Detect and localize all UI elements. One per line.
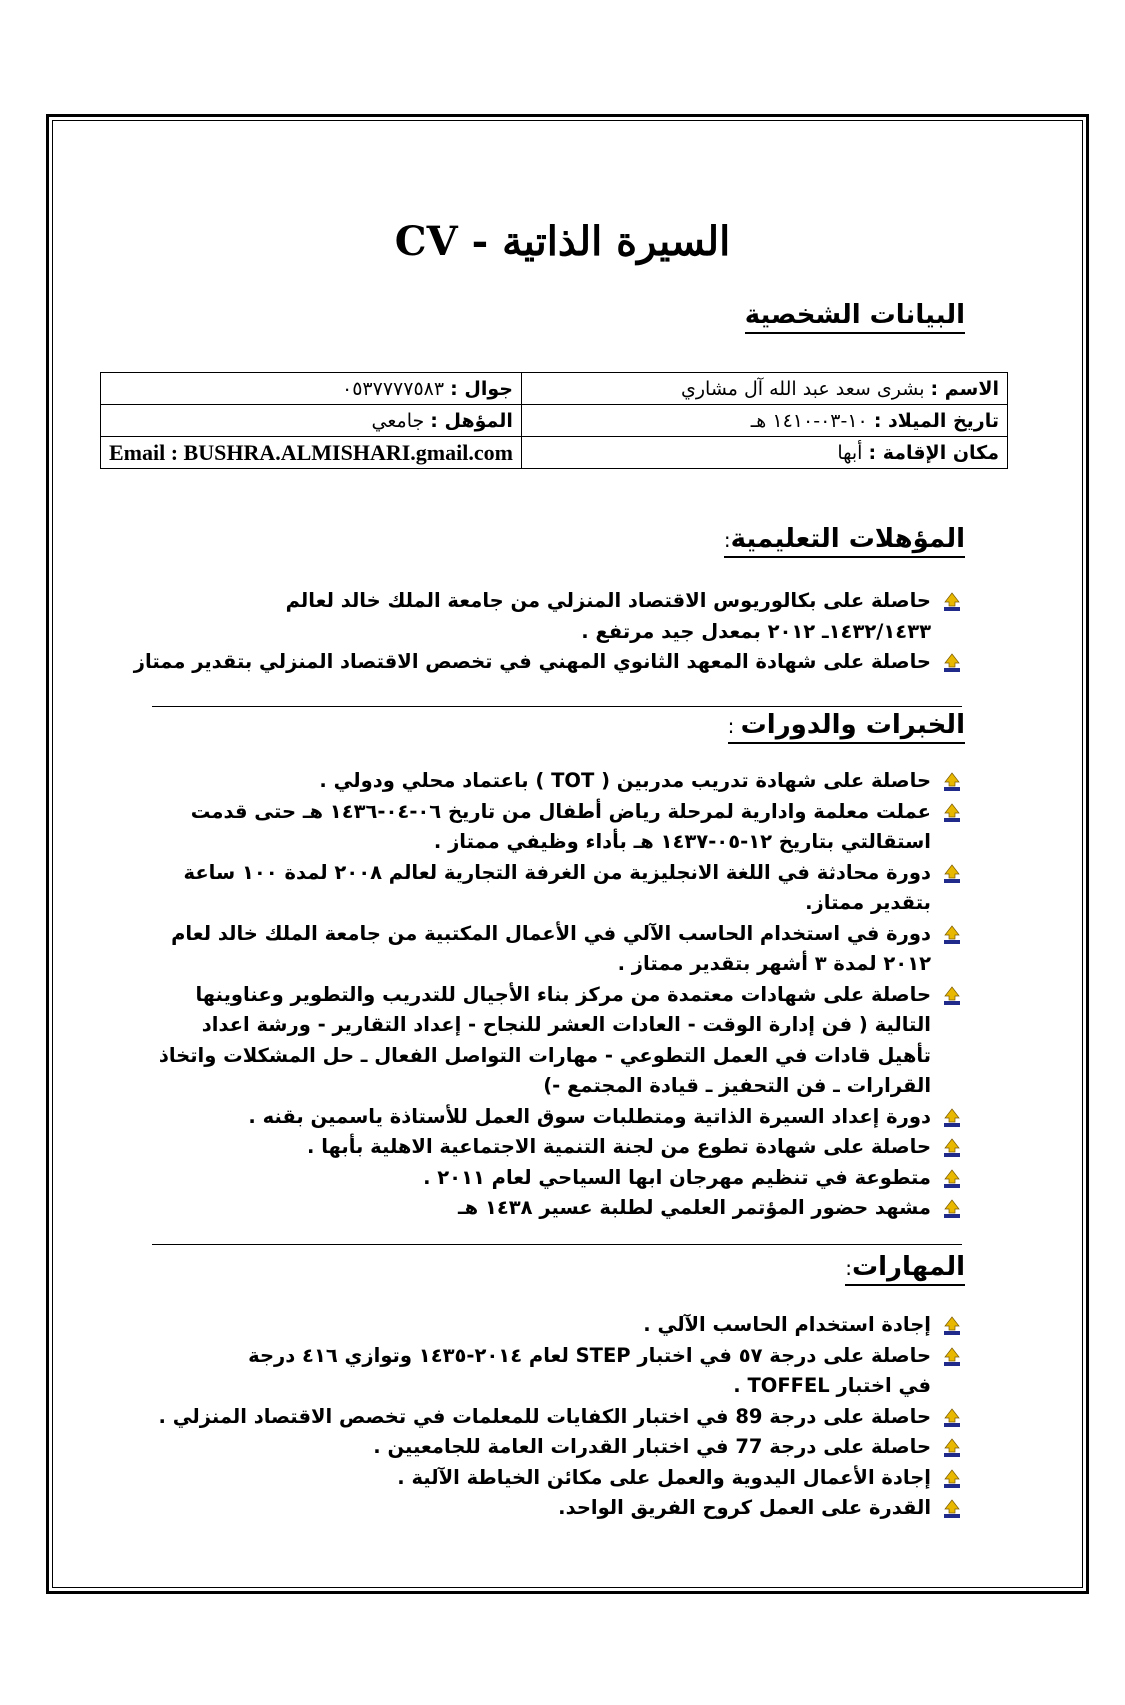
list-item (159, 1193, 965, 1224)
document-title (0, 218, 1125, 265)
list-item-line: التالية ( فن إدارة الوقت - العادات العشر للنجاح - إعداد التقارير - ورشة اعداد (201, 1013, 931, 1036)
list-item (159, 919, 965, 980)
experience-heading-colon: : (727, 714, 741, 738)
education-heading-text: المؤهلات التعليمية (730, 524, 965, 554)
list-item (159, 980, 965, 1102)
arrow-bullet-icon (941, 1347, 963, 1367)
arrow-bullet-icon (941, 1138, 963, 1158)
list-item-line: ١٤٣٢/١٤٣٣ـ ٢٠١٢ بمعدل جيد مرتفع . (581, 619, 931, 643)
education-list (134, 586, 965, 678)
list-item (159, 858, 965, 919)
title-latin: CV (394, 218, 458, 265)
arrow-bullet-icon (941, 803, 963, 823)
list-item (159, 1132, 965, 1163)
list-item (134, 586, 965, 647)
arrow-bullet-icon (941, 1108, 963, 1128)
skills-heading (845, 1252, 965, 1286)
arrow-bullet-icon (941, 925, 963, 945)
title-separator: - (457, 218, 503, 265)
list-item-line: مشهد حضور المؤتمر العلمي لطلبة عسير ١٤٣٨ هـ (457, 1196, 931, 1219)
list-item (159, 1432, 966, 1463)
arrow-bullet-icon (941, 1169, 963, 1189)
list-item-line: حاصلة على درجة 77 في اختبار القدرات العامة للجامعيين . (373, 1435, 931, 1458)
list-item-line: عملت معلمة وادارية لمرحلة رياض أطفال من تاريخ ٠٦-٠٤-١٤٣٦ هـ حتى قدمت (190, 799, 931, 823)
skills-list (159, 1310, 966, 1524)
personal-heading-text: البيانات الشخصية (744, 300, 965, 330)
title-arabic: السيرة الذاتية (502, 218, 731, 265)
birth-label: تاريخ الميلاد : (873, 409, 999, 432)
list-item-line: استقالتي بتاريخ ١٢-٠٥-١٤٣٧ هـ بأداء وظيفي ممتاز . (433, 830, 931, 853)
list-item (159, 766, 965, 797)
list-item-line: ٢٠١٢ لمدة ٣ أشهر بتقدير ممتاز . (617, 952, 931, 975)
list-item-line: دورة في استخدام الحاسب الآلي في الأعمال المكتبية من جامعة الملك خالد لعام (171, 921, 931, 945)
divider-rule (152, 706, 962, 707)
list-item (159, 1341, 966, 1402)
table-row (101, 437, 1008, 469)
arrow-bullet-icon (941, 1499, 963, 1519)
list-item-line: في اختبار TOFFEL . (733, 1374, 931, 1397)
education-heading-colon: : (723, 528, 731, 552)
email-text: Email : BUSHRA.ALMISHARI.gmail.com (109, 439, 513, 465)
qualification-cell (101, 405, 522, 437)
experience-heading-text: الخبرات والدورات (740, 710, 965, 740)
list-item (159, 797, 965, 858)
residence-cell (521, 437, 1007, 469)
list-item (159, 1163, 965, 1194)
mobile-label: جوال : (450, 377, 513, 400)
arrow-bullet-icon (941, 1316, 963, 1336)
list-item-line: إجادة الأعمال اليدوية والعمل على مكائن الخياطة الآلية . (397, 1465, 931, 1489)
arrow-bullet-icon (941, 1408, 963, 1428)
list-item (159, 1493, 966, 1524)
list-item-line: إجادة استخدام الحاسب الآلي . (643, 1313, 931, 1336)
experience-heading (728, 710, 965, 744)
skills-heading-text: المهارات (851, 1252, 965, 1282)
birth-cell (521, 405, 1007, 437)
email-cell (101, 437, 522, 469)
education-heading (724, 524, 965, 558)
arrow-bullet-icon (941, 1469, 963, 1489)
list-item-line: حاصلة على درجة 89 في اختبار الكفايات للمعلمات في تخصص الاقتصاد المنزلي . (158, 1404, 931, 1428)
arrow-bullet-icon (941, 1199, 963, 1219)
name-label: الاسم : (930, 377, 999, 400)
arrow-bullet-icon (941, 653, 963, 673)
residence-label: مكان الإقامة : (868, 441, 999, 464)
list-item-line: حاصلة على شهادات معتمدة من مركز بناء الأجيال للتدريب والتطوير وعناوينها (195, 982, 931, 1006)
list-item-line: القرارات ـ فن التحفيز ـ قيادة المجتمع -) (543, 1074, 931, 1097)
table-row (101, 405, 1008, 437)
qualification-value: جامعي (371, 409, 425, 432)
name-cell (521, 373, 1007, 405)
divider-rule (152, 1244, 962, 1245)
arrow-bullet-icon (941, 1438, 963, 1458)
residence-value: أبها (837, 441, 863, 464)
name-value: بشرى سعد عبد الله آل مشاري (681, 377, 925, 400)
list-item-line: متطوعة في تنظيم مهرجان ابها السياحي لعام ٢٠١١ . (423, 1165, 931, 1189)
personal-info-table (100, 372, 1008, 469)
list-item (159, 1102, 965, 1133)
list-item-line: حاصلة على درجة ٥٧ في اختبار STEP لعام ٢٠١٤-١٤٣٥ وتوازي ٤١٦ درجة (248, 1343, 931, 1367)
list-item (159, 1402, 966, 1433)
skills-heading-colon: : (845, 1256, 852, 1280)
list-item-line: حاصلة على بكالوريوس الاقتصاد المنزلي من جامعة الملك خالد لعالم (285, 589, 931, 612)
list-item (159, 1310, 966, 1341)
list-item-line: دورة محادثة في اللغة الانجليزية من الغرفة التجارية لعالم ٢٠٠٨ لمدة ١٠٠ ساعة (183, 860, 931, 884)
list-item-line: حاصلة على شهادة تدريب مدربين ( TOT ) باعتماد محلي ودولي . (319, 769, 931, 792)
arrow-bullet-icon (941, 592, 963, 612)
list-item-line: دورة إعداد السيرة الذاتية ومتطلبات سوق العمل للأستاذة ياسمين بقنه . (248, 1104, 931, 1128)
table-row (101, 373, 1008, 405)
list-item-line: حاصلة على شهادة تطوع من لجنة التنمية الاجتماعية الاهلية بأبها . (307, 1135, 931, 1158)
arrow-bullet-icon (941, 864, 963, 884)
list-item-line: القدرة على العمل كروح الفريق الواحد. (558, 1496, 931, 1519)
birth-value: ١٠-٠٣-١٤١٠ هـ (750, 409, 868, 432)
list-item (134, 647, 965, 678)
arrow-bullet-icon (941, 986, 963, 1006)
experience-list (159, 766, 965, 1224)
list-item-line: بتقدير ممتاز. (805, 891, 931, 914)
qualification-label: المؤهل : (430, 409, 513, 432)
mobile-value: ٠٥٣٧٧٧٧٥٨٣ (342, 377, 445, 400)
mobile-cell (101, 373, 522, 405)
list-item (159, 1463, 966, 1494)
personal-heading (745, 300, 965, 334)
list-item-line: حاصلة على شهادة المعهد الثانوي المهني في تخصص الاقتصاد المنزلي بتقدير ممتاز (133, 650, 931, 673)
arrow-bullet-icon (941, 772, 963, 792)
list-item-line: تأهيل قادات في العمل التطوعي - مهارات التواصل الفعال ـ حل المشكلات واتخاذ (158, 1043, 931, 1067)
